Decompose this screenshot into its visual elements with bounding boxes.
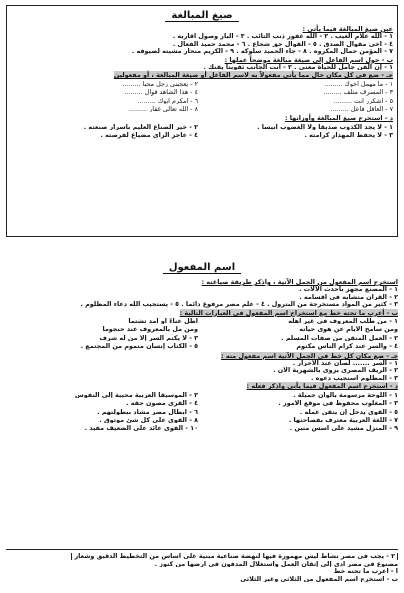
exercise-line: ٥ - أشكرر أنت ......... [333,97,393,105]
exercise-line: ٨ - الله تعالى غفار ......... [128,106,198,113]
exercise-line: ٤ - أخى مقوال الصدق . ٥ - القوال حق شجاع . ٦ - محمد حميد الفعال . [172,40,393,48]
question-a: أ - أعرب ما تحته خط [333,568,398,575]
section-title: اسم المفعول [6,263,398,273]
fill-blank-grid [11,80,393,114]
exercise-line: ٧ - العاقل فاعل ......... [330,106,393,113]
exercise-line: ٨ - القوى على كل شئ موثوق . [99,416,198,424]
exercise-line: ٢ - العمل المتقن من صفات المسلم . [281,334,398,342]
extract-grid [6,391,398,433]
exercise-line: ٣ - كثير من المواد مستخرجة من البترول . ٤ - علم مصر مرفوع دائماً . ٥ - يستجيب الله دعاء المظلوم . [80,301,398,308]
section-passive-participle [6,263,398,548]
worksheet-page [6,5,398,583]
question-d: د - استخرج صيغ المبالغة وأوزانها : [284,114,393,123]
exercise-line: ٤ - عاجز الرأى مضياع لفرصته . [100,132,198,139]
closing-passage [6,549,398,583]
exercise-line: ١ - لا يجد الكذوب صديقاً ولا الغضوب أنيساً . [257,123,393,131]
exercise-line: ٢ - خير الصناع العليم بأسرار صنعته . [83,123,198,131]
question-a: استخرج اسم المفعول من الجمل الآتية ، واذكر طريقة صياغته : [201,278,398,286]
exercise-line: ٧ - اللغة العربية معترف بفصاحتها . [288,416,398,424]
section-exaggeration-forms [6,5,398,237]
exercise-line: ٦ - أمكرم أبوك ......... [137,97,198,105]
passage-line: ٢ - يجب فى مصر نشاط ليس مهمورة فيها لنهضة صناعية مبنية على أساس من التخطيط الدقيق وشعار [6,553,398,559]
exercise-line: ١ - المصنع مجهز بأحدث الآلات . [299,286,398,293]
exercise-line: أطل عناءً أو أمد تشتماً [128,318,198,325]
exercise-line: ٤ - والسر عند كرام الناس مكتوم [296,343,398,350]
exercise-line: ٢ - يعجبنى رجل محبا ......... [122,80,198,88]
poetry-grid [6,317,398,351]
passage-line: مصنوع فى مصر أدى إلى إتقان العمل واستغلال المدفون فى أرضها من كنوز . [154,560,398,568]
exercise-line: ٧ - المؤمن حمال المكروه . ٨ - جاء الحميد سلوكه . ٩ - الكريم منحار مشيته لضيوفه . [131,48,393,55]
exercise-line: ومن مل بالمعروف عند حنجوماً [102,326,198,333]
exercise-line: ٢ - الريف المصرى يزوى بالشهرية الآن . [273,367,398,374]
question-c: جـ - ضع فى كل مكان خال مما يأتى مفعولاً به لاسم الفاعل أو صيغة المبالغة ، أو مفعولين [113,71,393,80]
exercise-line: ٣ - لا يكتم السر إلا من له شرف [99,334,198,342]
exercise-line: ١٠ - القوى عائد على الضعيف مفيد . [84,425,198,432]
exercise-line: ٤ - القرى مصون حقه . [126,400,198,407]
section-title: صيغ المبالغة [11,11,393,21]
extract-grid [11,123,393,140]
exercise-line: ١ - من طلب المعروف فى غير أهله [288,318,398,325]
exercise-line: ٣ - لا يحفظ المهذار كرامته . [304,132,393,139]
exercise-line: ٢ - الموسيقا العربية محببة إلى النفوس [74,391,198,399]
exercise-line: ١ - السر ....... لصان عند الأحرار . [292,360,398,367]
exercise-line: ٩ - المنزل مشيد على أسس متين . [289,425,398,432]
exercise-line: ٥ - الكتاب إنسان منموم من المجتمع . [80,343,198,350]
exercise-line: ٣ - المسرف متلف ......... [323,89,393,96]
exercise-line: ٤ - هذا الشاهد قوال ......... [124,89,198,96]
question-b: ب - حول اسم الفاعل إلى صيغة مبالغة موضحاً عملها : [224,55,393,64]
exercise-line: ٥ - القوى يدخل إن يتقن عمله . [299,408,398,415]
question-b: ب - أعرب ما تحته خط مع استخراج اسم المفعول فى العبارات التالية : [179,308,398,317]
exercise-line: ٣ - المغلوب محفوظ فى موقع الامور . [278,400,398,407]
exercise-line: ٦ - أبطال مصر مشاد ببطولتهم . [97,408,198,415]
exercise-line: ١ - إن الفن جامل للحياة معنى . ٢ - أنت الجانب ثقوبنا يقنك . [203,64,393,71]
question-d: د - استخرج اسم المفعول فيما يأتى واذكر فعله : [246,382,398,391]
exercise-line: ومن سامح الأيام عن هوى حياته [299,326,398,333]
exercise-line: ١ - ما مهمل أخوك ......... [324,80,393,88]
exercise-line: ١ - الله علام الغيب . ٢ - الله غفور ذنب التائب . ٣ - البار وصول أقاربه . [172,33,393,40]
question-c: جـ - ضع مكان كل خط فى الجمل الآتية اسم مفعول منه : [221,351,398,360]
question-a: عين صيغ المبالغة فيما يأتى : [302,25,393,33]
exercise-line: ١ - اللوحة مرسومة بألوان جميلة . [293,391,398,399]
exercise-line: ٣ - المظلوم استجيب دعوه . [311,374,398,382]
exercise-line: ٢ - القرآن متشابه فى أقسامه . [299,293,398,301]
question-b: ب - استخرج اسم المفعول من الثلاثى وغير الثلاثى [240,575,398,582]
